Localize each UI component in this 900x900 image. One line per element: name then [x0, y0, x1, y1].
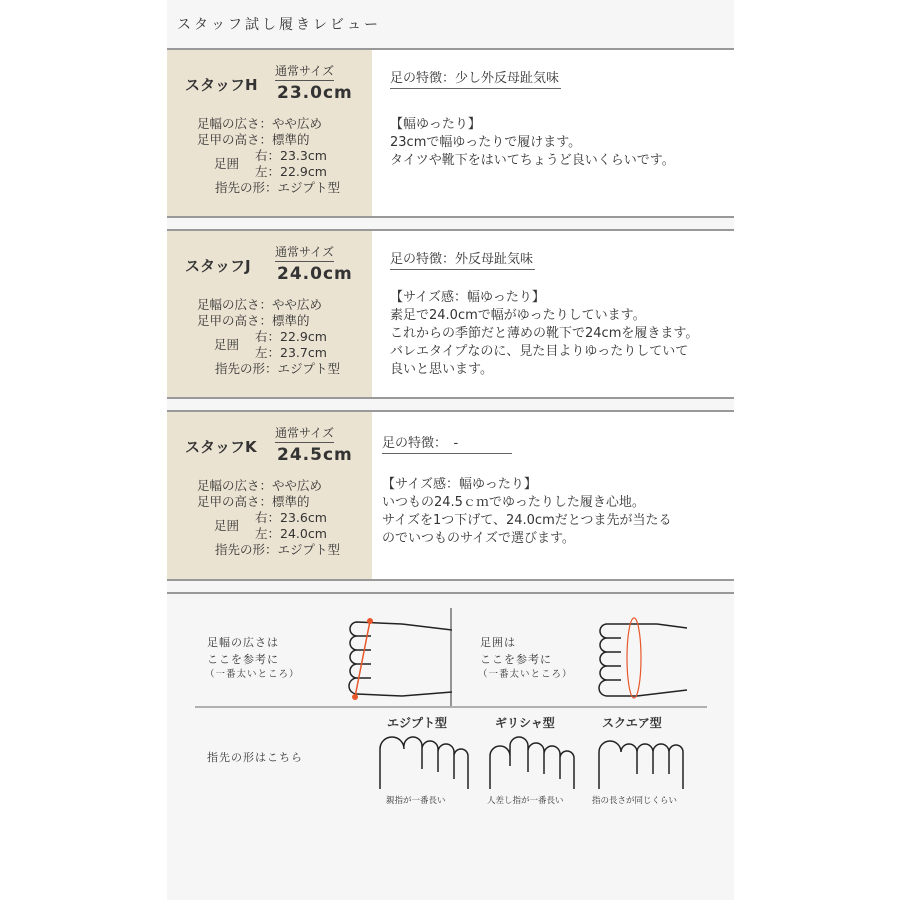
foot-diagrams — [167, 594, 734, 814]
foot-width-diagram — [349, 618, 452, 700]
staff-name: スタッフJ — [185, 257, 251, 275]
foot-width: 足幅の広さ：やや広め — [197, 478, 323, 493]
usual-size: 24.0cm — [277, 264, 353, 284]
shape-greek: ギリシャ型 — [495, 716, 555, 730]
girth-guide-note: （一番太いところ） — [478, 669, 573, 680]
caption-square: 指の長さが同じくらい — [592, 796, 678, 806]
caption-greek: 人差し指が一番長い — [487, 796, 564, 806]
review-text: 【幅ゆったり】 23cmで幅ゆったりで履けます。 タイツや靴下をはいてちょうど良いくらいです。 — [390, 117, 675, 168]
girth-right: 右：23.6cm — [255, 510, 327, 525]
foot-feature: 足の特徴：少し外反母趾気味 — [390, 67, 561, 89]
staff-profile — [167, 231, 372, 397]
foot-feature: 足の特徴：外反母趾気味 — [390, 248, 535, 270]
review-text: 【サイズ感：幅ゆったり】 素足で24.0cmで幅がゆったりしています。 これからの季節だと薄めの靴下で24cmを履きます。 バレエタイプなのに、見た目よりゆったりしていて 良いと思います。 — [390, 290, 699, 377]
staff-profile — [167, 50, 372, 216]
toe-shape: 指先の形：エジプト型 — [215, 542, 341, 557]
caption-egyptian: 親指が一番長い — [386, 796, 446, 806]
usual-size: 23.0cm — [277, 83, 353, 103]
staff-name: スタッフH — [185, 76, 258, 94]
review-column — [167, 0, 734, 900]
foot-width: 足幅の広さ：やや広め — [197, 297, 323, 312]
staff-card-j — [167, 229, 734, 399]
toe-shape: 指先の形：エジプト型 — [215, 361, 341, 376]
girth-label: 足囲 — [214, 518, 240, 533]
measurement-guide — [167, 592, 734, 812]
staff-profile — [167, 412, 372, 579]
instep-height: 足甲の高さ：標準的 — [197, 132, 310, 147]
review-text: 【サイズ感：幅ゆったり】 いつもの24.5ｃｍでゆったりした履き心地。 サイズを1つ下げて、24.0cmだとつま先が当たる のでいつものサイズで選びます。 — [382, 477, 672, 546]
girth-right: 右：22.9cm — [255, 329, 327, 344]
girth-right: 右：23.3cm — [255, 148, 327, 163]
foot-feature: 足の特徴： - — [382, 432, 512, 454]
foot-girth-diagram — [599, 618, 687, 698]
girth-label: 足囲 — [214, 337, 240, 352]
staff-name: スタッフK — [185, 438, 257, 456]
page-title: スタッフ試し履きレビュー — [177, 17, 381, 33]
staff-card-k — [167, 410, 734, 581]
staff-card-h — [167, 48, 734, 218]
shape-egyptian: エジプト型 — [387, 716, 448, 730]
instep-height: 足甲の高さ：標準的 — [197, 494, 310, 509]
toe-shape-icons — [380, 737, 683, 789]
girth-left: 左：22.9cm — [255, 164, 327, 179]
toe-shape: 指先の形：エジプト型 — [215, 180, 341, 195]
instep-height: 足甲の高さ：標準的 — [197, 313, 310, 328]
girth-label: 足囲 — [214, 156, 240, 171]
width-guide-note: （一番太いところ） — [205, 669, 300, 680]
girth-left: 左：23.7cm — [255, 345, 327, 360]
usual-size-label: 通常サイズ — [275, 62, 334, 81]
girth-guide-text: 足囲は ここを参考に — [480, 636, 552, 666]
foot-width: 足幅の広さ：やや広め — [197, 116, 323, 131]
width-guide-text: 足幅の広さは ここを参考に — [207, 636, 279, 666]
usual-size-label: 通常サイズ — [275, 424, 334, 443]
girth-left: 左：24.0cm — [255, 526, 327, 541]
toe-shape-label: 指先の形はこちら — [207, 751, 303, 764]
usual-size-label: 通常サイズ — [275, 243, 334, 262]
usual-size: 24.5cm — [277, 445, 353, 465]
shape-square: スクエア型 — [602, 716, 662, 730]
